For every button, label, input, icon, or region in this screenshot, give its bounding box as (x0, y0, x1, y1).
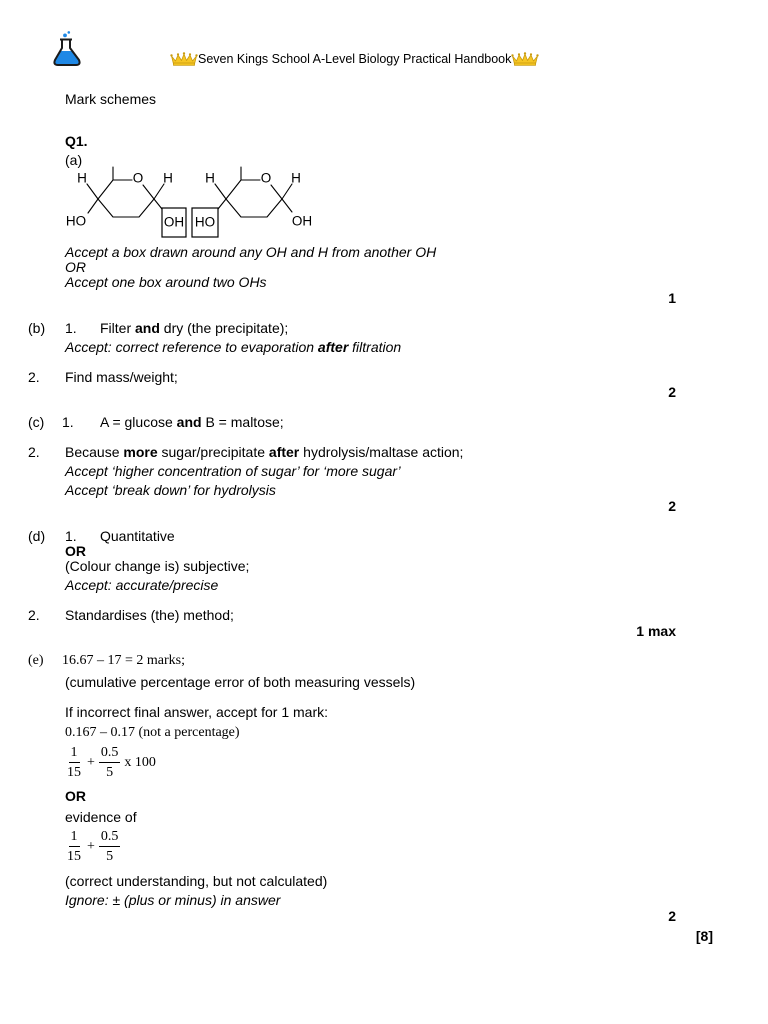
part-e-marks: 2 (668, 908, 676, 924)
hydrogen-label: H (163, 170, 173, 186)
crown-jewel (183, 52, 185, 54)
text-segment: dry (the precipitate); (159, 320, 289, 336)
fraction-denominator: 15 (67, 849, 81, 864)
part-a-note: Accept a box drawn around any OH and H from another OH (65, 244, 437, 260)
part-e-explanation: (cumulative percentage error of both measuring vessels) (65, 674, 416, 690)
percentage-error-formula (65, 743, 156, 782)
flask-icon (52, 30, 82, 68)
part-e-evidence-intro: evidence of (65, 809, 137, 825)
oh-bond (154, 199, 162, 209)
fraction-denominator: 5 (106, 849, 114, 864)
part-b-marks: 2 (668, 384, 676, 400)
point-number: 2. (28, 369, 40, 385)
part-e-label: (e) (28, 653, 44, 668)
ring-bonds (226, 180, 282, 217)
text-segment: Because (65, 444, 124, 460)
crown-icon (511, 52, 539, 66)
point-number: 2. (28, 607, 40, 623)
part-a-note: Accept one box around two OHs (65, 274, 267, 290)
oh-bond (218, 199, 226, 209)
disaccharide-structure-diagram (60, 164, 320, 240)
ring-oxygen-label: O (132, 170, 144, 186)
point-number: 1. (65, 528, 77, 544)
header-title: Seven Kings School A-Level Biology Practical Handbook (198, 52, 512, 66)
flask-bubble (63, 34, 67, 38)
total-marks: [8] (695, 928, 713, 944)
fraction (65, 743, 83, 782)
part-c-point-2-text (65, 444, 463, 460)
part-b-accept-note (65, 339, 401, 355)
part-c-accept-note: Accept ‘break down’ for hydrolysis (65, 482, 276, 498)
oh-bond (282, 199, 292, 212)
crown-jewel (170, 54, 172, 56)
text-segment: filtration (348, 339, 402, 355)
part-b-point-1-text (100, 320, 288, 336)
fraction-numerator: 0.5 (99, 827, 121, 847)
page-header (170, 51, 539, 67)
crown-band (174, 63, 195, 65)
oh-bond (88, 199, 98, 213)
flask-bubble (68, 31, 71, 34)
h-bond (282, 184, 292, 199)
part-d-marks: 1 max (636, 623, 676, 639)
evidence-formula (65, 827, 120, 866)
part-b-point-2-text: Find mass/weight; (65, 369, 178, 385)
hydrogen-label: H (77, 170, 87, 186)
part-a-note-or: OR (65, 259, 86, 275)
right-glucose-ring (192, 167, 312, 237)
part-d-accept-note: Accept: accurate/precise (65, 577, 219, 593)
text-segment: A = glucose (100, 414, 177, 430)
fraction (99, 743, 121, 782)
bold-text-segment: after (268, 444, 300, 460)
part-c-marks: 2 (668, 498, 676, 514)
plus-operator: + (87, 754, 95, 770)
text-segment: hydrolysis/maltase action; (299, 444, 464, 460)
crown-jewel (524, 52, 526, 54)
crown-body (172, 54, 197, 64)
text-segment: sugar/precipitate (157, 444, 269, 460)
part-d-alternative: (Colour change is) subjective; (65, 558, 250, 574)
hydrogen-label: H (291, 170, 301, 186)
part-e-partial-value: 0.167 – 0.17 (not a percentage) (65, 725, 240, 740)
fraction-numerator: 0.5 (99, 743, 121, 763)
part-e-ignore-note: Ignore: ± (plus or minus) in answer (65, 892, 281, 908)
crown-jewel (189, 53, 191, 55)
part-e-or: OR (65, 788, 86, 804)
multiplier: x 100 (124, 754, 156, 770)
crown-band (515, 63, 536, 65)
h-bond (154, 184, 164, 199)
fraction-denominator: 5 (106, 765, 114, 780)
crown-body (513, 54, 538, 64)
part-b-label: (b) (28, 320, 46, 336)
part-d-label: (d) (28, 528, 46, 544)
part-e-partial-intro: If incorrect final answer, accept for 1 mark: (65, 704, 328, 720)
text-segment: Accept: correct reference to evaporation (65, 339, 318, 355)
hydroxyl-label: HO (65, 213, 87, 229)
fraction-numerator: 1 (69, 827, 80, 847)
point-number: 2. (28, 444, 40, 460)
text-segment: Filter (100, 320, 135, 336)
bold-text-segment: and (135, 320, 160, 336)
section-heading: Mark schemes (65, 91, 157, 107)
ring-bonds (98, 180, 154, 217)
fraction (65, 827, 83, 866)
part-c-label: (c) (28, 414, 45, 430)
hydroxyl-label: OH (291, 213, 313, 229)
part-e-answer: 16.67 – 17 = 2 marks; (62, 653, 185, 668)
crown-jewel (512, 54, 514, 56)
part-e-understanding-note: (correct understanding, but not calculated) (65, 873, 328, 889)
ring-oxygen-label: O (260, 170, 272, 186)
part-c-point-1-text (100, 414, 284, 430)
part-d-point-1-text: Quantitative (100, 528, 175, 544)
crown-jewel (177, 53, 179, 55)
crown-icon (170, 52, 198, 66)
boxed-hydroxyl-label: HO (194, 214, 216, 230)
boxed-hydroxyl-label: OH (163, 214, 185, 230)
bold-text-segment: more (123, 444, 158, 460)
crown-jewel (537, 54, 539, 56)
crown-jewel (530, 53, 532, 55)
part-c-accept-note: Accept ‘higher concentration of sugar’ for ‘more sugar’ (65, 463, 401, 479)
question-number: Q1. (65, 133, 88, 149)
bold-text-segment: and (176, 414, 202, 430)
part-d-point-2-text: Standardises (the) method; (65, 607, 234, 623)
text-segment: B = maltose; (201, 414, 284, 430)
fraction (99, 827, 121, 866)
part-d-or: OR (65, 543, 86, 559)
h-bond (87, 184, 98, 199)
left-glucose-ring (66, 167, 186, 237)
part-a-marks: 1 (668, 290, 676, 306)
point-number: 1. (65, 320, 77, 336)
point-number: 1. (62, 414, 74, 430)
h-bond (215, 184, 226, 199)
fraction-numerator: 1 (69, 743, 80, 763)
plus-operator: + (87, 838, 95, 854)
hydrogen-label: H (205, 170, 215, 186)
fraction-denominator: 15 (67, 765, 81, 780)
bold-text-segment: after (317, 339, 349, 355)
crown-jewel (518, 53, 520, 55)
part-a-label: (a) (65, 152, 83, 168)
